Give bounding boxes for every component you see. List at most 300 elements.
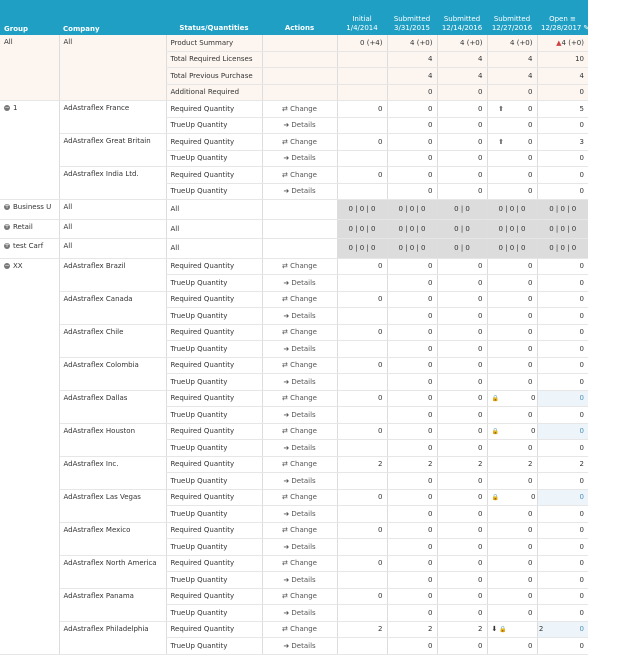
details-button[interactable]: ➜ Details <box>262 308 337 325</box>
value-cell[interactable]: 0 <box>537 572 588 589</box>
value-cell <box>337 183 387 200</box>
company-name[interactable]: AdAstraflex Philadelphia <box>59 621 166 654</box>
value-cell[interactable]: 0 <box>537 341 588 358</box>
value-cell: 0 <box>437 258 487 275</box>
trueup-quantity-label: TrueUp Quantity <box>166 539 262 556</box>
summary-row <box>0 35 588 51</box>
required-quantity-label: Required Quantity <box>166 456 262 473</box>
company-name[interactable]: AdAstraflex Canada <box>59 291 166 324</box>
value-cell: 0 <box>487 440 537 457</box>
company-name[interactable]: AdAstraflex Houston <box>59 423 166 456</box>
value-cell: 0 <box>437 150 487 167</box>
value-cell: 0 | 0 | 0 <box>387 219 437 239</box>
value-cell: 2 <box>487 456 537 473</box>
value-cell[interactable]: 2 <box>537 456 588 473</box>
trueup-quantity-label: TrueUp Quantity <box>166 341 262 358</box>
value-cell: 0 <box>437 275 487 292</box>
value-cell[interactable]: 0 <box>537 539 588 556</box>
change-button[interactable]: ⇄ Change <box>262 489 337 506</box>
group-cell[interactable] <box>0 200 59 220</box>
company-cell: All <box>59 35 166 101</box>
value-cell: 0 <box>387 275 437 292</box>
change-button[interactable]: ⇄ Change <box>262 588 337 605</box>
details-button[interactable]: ➜ Details <box>262 605 337 622</box>
value-cell[interactable]: 0 <box>537 407 588 424</box>
table-row <box>0 522 588 539</box>
table-row <box>0 423 588 440</box>
value-cell <box>487 621 544 638</box>
change-button[interactable]: ⇄ Change <box>262 324 337 341</box>
value-cell: 0 <box>437 605 487 622</box>
details-button[interactable]: ➜ Details <box>262 407 337 424</box>
value-cell: 0 <box>387 555 437 572</box>
trueup-quantity-label: TrueUp Quantity <box>166 407 262 424</box>
value-cell: 0 <box>487 506 537 523</box>
value-cell <box>337 539 387 556</box>
table-row <box>0 134 588 151</box>
value-cell: 0 <box>437 407 487 424</box>
change-button[interactable]: ⇄ Change <box>262 101 337 118</box>
header-status[interactable]: Status/Quantities <box>166 0 262 35</box>
value-cell: 0 <box>387 308 437 325</box>
value-cell: 4 <box>487 51 537 68</box>
value-cell: 0 <box>387 572 437 589</box>
value-cell: 0 <box>337 357 387 374</box>
required-quantity-label: Required Quantity <box>166 588 262 605</box>
company-name[interactable]: AdAstraflex France <box>59 101 166 134</box>
trueup-quantity-label: TrueUp Quantity <box>166 605 262 622</box>
value-cell[interactable]: 3 <box>537 134 588 151</box>
value-cell: 0 | 0 | 0 <box>487 219 537 239</box>
value-cell: 0 <box>487 522 537 539</box>
value-cell[interactable]: 0 <box>537 605 588 622</box>
actions-cell <box>262 239 337 259</box>
required-quantity-label: Required Quantity <box>166 423 262 440</box>
value-cell <box>337 117 387 134</box>
header-col1[interactable]: Initial 1/4/2014 <box>337 0 387 35</box>
value-cell: 0 <box>387 374 437 391</box>
details-button[interactable]: ➜ Details <box>262 473 337 490</box>
value-cell: 0 | 0 | 0 <box>387 200 437 220</box>
header-col5[interactable]: Open ≡ 12/28/2017 ✎ <box>537 0 588 35</box>
group-cell[interactable] <box>0 258 59 654</box>
value-cell: 0 <box>337 390 387 407</box>
value-cell[interactable]: 0 <box>537 117 588 134</box>
details-button[interactable]: ➜ Details <box>262 117 337 134</box>
value-cell: 2 <box>437 456 487 473</box>
change-button[interactable]: ⇄ Change <box>262 390 337 407</box>
company-cell: All <box>59 239 166 259</box>
company-name[interactable]: AdAstraflex Great Britain <box>59 134 166 167</box>
value-cell: 0 | 0 | 0 <box>337 219 387 239</box>
arrow-up-icon: ⬆ <box>498 137 505 146</box>
table-row <box>0 390 588 407</box>
value-cell[interactable]: 0 <box>537 588 588 605</box>
table-row <box>0 456 588 473</box>
value-cell: 0 <box>437 506 487 523</box>
value-cell: 0 | 0 | 0 <box>487 239 537 259</box>
value-cell[interactable]: 0 <box>537 291 588 308</box>
trueup-quantity-label: TrueUp Quantity <box>166 638 262 655</box>
value-cell: 0 | 0 | 0 <box>337 239 387 259</box>
value-cell <box>337 150 387 167</box>
collapse-icon[interactable]: − <box>4 104 10 111</box>
group-name: XX <box>13 261 23 270</box>
header-company[interactable]: Company <box>59 0 166 35</box>
value-cell: 0 <box>487 308 537 325</box>
value-cell: 0 | 0 | 0 <box>387 239 437 259</box>
group-cell[interactable] <box>0 101 59 200</box>
value-cell: 0 <box>437 167 487 184</box>
value-cell: 0 | 0 | 0 <box>337 200 387 220</box>
details-button[interactable]: ➜ Details <box>262 183 337 200</box>
value-cell[interactable]: 0 <box>537 555 588 572</box>
company-name[interactable]: AdAstraflex Mexico <box>59 522 166 555</box>
trueup-quantity-label: TrueUp Quantity <box>166 506 262 523</box>
value-cell: 0 <box>387 324 437 341</box>
value-cell: 0 <box>437 291 487 308</box>
lock-icon: 🔒 <box>499 626 507 634</box>
value-cell[interactable]: 0 <box>537 308 588 325</box>
trueup-quantity-label: TrueUp Quantity <box>166 275 262 292</box>
value-cell: 0 <box>337 291 387 308</box>
value-cell: 0 <box>387 101 437 118</box>
value-cell: 0 <box>487 150 537 167</box>
value-cell <box>337 506 387 523</box>
group-cell[interactable] <box>0 219 59 239</box>
value-cell <box>337 638 387 655</box>
value-cell: 0 <box>337 167 387 184</box>
header-col2[interactable]: Submitted 3/31/2015 <box>387 0 437 35</box>
header-actions: Actions <box>262 0 337 35</box>
actions-cell <box>262 35 337 51</box>
header-col3[interactable]: Submitted 12/14/2016 <box>437 0 487 35</box>
change-button[interactable]: ⇄ Change <box>262 258 337 275</box>
value-cell: 0 <box>387 489 437 506</box>
company-name[interactable]: AdAstraflex Inc. <box>59 456 166 489</box>
value-cell[interactable]: 0 <box>537 522 588 539</box>
value-cell[interactable]: 5 <box>537 101 588 118</box>
value-cell: 4 (+0) <box>387 35 437 51</box>
value-cell: 0 <box>387 423 437 440</box>
details-button[interactable]: ➜ Details <box>262 572 337 589</box>
value-cell <box>337 440 387 457</box>
value-cell: 0 <box>337 258 387 275</box>
value-cell: 0 <box>387 440 437 457</box>
value-cell: 0 <box>387 134 437 151</box>
value-cell <box>337 572 387 589</box>
group-name: test Carf <box>13 242 44 250</box>
value-cell: 0 | 0 | 0 <box>537 239 588 259</box>
value-cell: 0 <box>487 407 537 424</box>
value-cell: 0 <box>387 605 437 622</box>
value-cell: 0 <box>437 555 487 572</box>
value-cell <box>337 51 387 68</box>
value-cell: 0 | 0 <box>437 200 487 220</box>
status-label: All <box>166 239 262 259</box>
value-cell: 0 <box>437 539 487 556</box>
company-cell: All <box>59 219 166 239</box>
value-cell[interactable]: 0 <box>537 440 588 457</box>
value-cell: 0 <box>437 374 487 391</box>
value-cell: 0 <box>437 357 487 374</box>
change-button[interactable]: ⇄ Change <box>262 134 337 151</box>
value-cell[interactable]: 0 <box>537 258 588 275</box>
actions-cell <box>262 219 337 239</box>
actions-cell <box>262 51 337 68</box>
actions-cell <box>262 68 337 85</box>
trueup-quantity-label: TrueUp Quantity <box>166 183 262 200</box>
trueup-quantity-label: TrueUp Quantity <box>166 150 262 167</box>
value-cell: 0 <box>337 423 387 440</box>
value-cell: 0 <box>387 390 437 407</box>
value-cell[interactable]: 0 <box>537 150 588 167</box>
value-cell[interactable]: 0 <box>537 183 588 200</box>
actions-cell <box>262 200 337 220</box>
value-cell: 0 <box>387 473 437 490</box>
change-button[interactable]: ⇄ Change <box>262 456 337 473</box>
value-cell[interactable]: 0 <box>537 167 588 184</box>
details-button[interactable]: ➜ Details <box>262 374 337 391</box>
value-cell: 0 <box>387 258 437 275</box>
trueup-quantity-label: TrueUp Quantity <box>166 572 262 589</box>
required-quantity-label: Required Quantity <box>166 134 262 151</box>
value-cell: 0 <box>387 522 437 539</box>
company-name[interactable]: AdAstraflex North America <box>59 555 166 588</box>
value-cell[interactable]: 0 <box>537 423 588 440</box>
value-cell: 0 <box>387 84 437 101</box>
value-cell: 0 <box>437 423 487 440</box>
value-cell: 4 <box>537 68 588 85</box>
details-button[interactable]: ➜ Details <box>262 440 337 457</box>
required-quantity-label: Required Quantity <box>166 489 262 506</box>
value-cell: 0 <box>437 117 487 134</box>
value-text: 4 (+0) <box>561 38 584 47</box>
details-button[interactable]: ➜ Details <box>262 638 337 655</box>
business-group-row <box>0 239 588 259</box>
header-col4[interactable]: Submitted 12/27/2016 <box>487 0 537 35</box>
value-cell: 0 | 0 <box>437 239 487 259</box>
company-name[interactable]: AdAstraflex Panama <box>59 588 166 621</box>
details-button[interactable]: ➜ Details <box>262 275 337 292</box>
table-row <box>0 258 588 275</box>
value-cell <box>337 341 387 358</box>
value-cell: 0 <box>337 324 387 341</box>
value-cell: 0 <box>387 506 437 523</box>
collapse-icon[interactable]: − <box>4 261 10 269</box>
value-cell: 0 <box>437 440 487 457</box>
value-cell[interactable]: 0 <box>537 489 588 506</box>
menu-icon[interactable]: ≡ <box>570 15 576 23</box>
trueup-quantity-label: TrueUp Quantity <box>166 473 262 490</box>
value-cell: 0 <box>487 275 537 292</box>
status-label: All <box>166 200 262 220</box>
value-cell: 0 | 0 | 0 <box>537 219 588 239</box>
status-label: Product Summary <box>166 35 262 51</box>
value-cell: 0 <box>487 638 537 655</box>
value-cell: 0 <box>437 489 487 506</box>
value-cell: 4 <box>387 68 437 85</box>
value-cell[interactable]: 0 <box>537 374 588 391</box>
value-cell: 0 <box>487 555 537 572</box>
value-cell: 0 <box>337 134 387 151</box>
value-cell: 2 <box>337 621 387 638</box>
value-cell: 2 <box>437 621 487 638</box>
change-button[interactable]: ⇄ Change <box>262 621 337 638</box>
status-label: Total Previous Purchase <box>166 68 262 85</box>
value-cell: 0 <box>387 638 437 655</box>
value-cell[interactable]: 0 <box>537 324 588 341</box>
change-button[interactable]: ⇄ Change <box>262 291 337 308</box>
expand-icon[interactable]: + <box>4 203 10 210</box>
value-cell[interactable]: 0 <box>537 275 588 292</box>
value-cell: 0 <box>387 539 437 556</box>
value-cell: 0 <box>387 357 437 374</box>
value-cell <box>487 390 537 407</box>
value-cell: 0 <box>437 522 487 539</box>
expand-icon[interactable]: + <box>4 222 10 230</box>
value-cell <box>487 489 537 506</box>
value-cell <box>487 423 537 440</box>
details-button[interactable]: ➜ Details <box>262 150 337 167</box>
required-quantity-label: Required Quantity <box>166 357 262 374</box>
group-cell[interactable] <box>0 239 59 259</box>
table-row <box>0 588 588 605</box>
value-cell[interactable]: 0 <box>537 473 588 490</box>
value-cell: 0 <box>437 84 487 101</box>
required-quantity-label: Required Quantity <box>166 522 262 539</box>
value-cell: 0 <box>487 539 537 556</box>
table-row <box>0 101 588 118</box>
warning-icon: ▲ <box>556 38 562 47</box>
required-quantity-label: Required Quantity <box>166 291 262 308</box>
value-cell: 0 <box>437 390 487 407</box>
header-row <box>0 0 588 35</box>
value-cell: 0 <box>387 150 437 167</box>
company-name[interactable]: AdAstraflex Colombia <box>59 357 166 390</box>
value-cell: 0 <box>487 258 537 275</box>
group-name: Retail <box>13 222 33 231</box>
group-name: 1 <box>13 104 18 112</box>
company-cell: All <box>59 200 166 220</box>
value-cell: 0 <box>337 522 387 539</box>
details-button[interactable]: ➜ Details <box>262 539 337 556</box>
value-cell: 0 <box>437 324 487 341</box>
value-cell <box>337 68 387 85</box>
required-quantity-label: Required Quantity <box>166 258 262 275</box>
value-cell[interactable]: 0 <box>537 357 588 374</box>
value-cell: 4 (+0) <box>487 35 537 51</box>
value-cell: 4 (+0) <box>437 35 487 51</box>
value-cell: 0 <box>487 341 537 358</box>
change-button[interactable]: ⇄ Change <box>262 167 337 184</box>
value-text: 0 <box>530 493 536 502</box>
value-cell: 0 <box>487 324 537 341</box>
value-cell: 0 <box>437 638 487 655</box>
pencil-icon[interactable]: ✎ <box>583 24 590 32</box>
lock-icon: 🔒 <box>491 395 499 403</box>
required-quantity-label: Required Quantity <box>166 324 262 341</box>
value-cell: 0 <box>487 605 537 622</box>
value-cell: 0 <box>437 183 487 200</box>
business-group-row <box>0 200 588 220</box>
change-button[interactable]: ⇄ Change <box>262 423 337 440</box>
required-quantity-label: Required Quantity <box>166 101 262 118</box>
company-name[interactable]: AdAstraflex Chile <box>59 324 166 357</box>
arrow-up-icon: ⬆ <box>498 104 505 113</box>
value-cell: 0 <box>387 291 437 308</box>
change-button[interactable]: ⇄ Change <box>262 357 337 374</box>
value-cell <box>487 134 537 151</box>
value-cell[interactable]: 0 <box>537 621 588 638</box>
value-cell: 0 <box>487 167 537 184</box>
value-cell: 2 <box>337 456 387 473</box>
value-cell: 0 <box>437 308 487 325</box>
change-button[interactable]: ⇄ Change <box>262 555 337 572</box>
business-group-row <box>0 219 588 239</box>
company-name[interactable]: AdAstraflex India Ltd. <box>59 167 166 200</box>
value-cell: 0 <box>537 84 588 101</box>
trueup-quantity-label: TrueUp Quantity <box>166 117 262 134</box>
expand-icon[interactable]: + <box>4 242 10 249</box>
value-cell: 0 <box>437 473 487 490</box>
value-cell <box>337 605 387 622</box>
value-cell: 4 <box>437 68 487 85</box>
details-button[interactable]: ➜ Details <box>262 506 337 523</box>
required-quantity-label: Required Quantity <box>166 621 262 638</box>
table-row <box>0 555 588 572</box>
value-cell: 0 (+4) <box>337 35 387 51</box>
change-button[interactable]: ⇄ Change <box>262 522 337 539</box>
value-cell: 0 <box>337 588 387 605</box>
value-cell: 0 <box>437 572 487 589</box>
value-cell: 0 <box>387 588 437 605</box>
value-cell: 4 <box>437 51 487 68</box>
value-cell: 10 <box>537 51 588 68</box>
required-quantity-label: Required Quantity <box>166 167 262 184</box>
status-label: All <box>166 219 262 239</box>
required-quantity-label: Required Quantity <box>166 555 262 572</box>
trueup-quantity-label: TrueUp Quantity <box>166 440 262 457</box>
value-cell <box>337 275 387 292</box>
value-cell: 0 <box>487 357 537 374</box>
value-cell[interactable]: 0 <box>537 506 588 523</box>
value-cell[interactable]: 0 <box>537 390 588 407</box>
value-cell <box>487 101 537 118</box>
status-label: Total Required Licenses <box>166 51 262 68</box>
header-group[interactable]: Group <box>0 0 59 35</box>
lock-icon: 🔒 <box>491 494 499 502</box>
value-cell: 0 <box>337 489 387 506</box>
value-cell: 0 <box>437 134 487 151</box>
value-cell: 0 <box>387 183 437 200</box>
value-cell <box>337 407 387 424</box>
trueup-quantity-label: TrueUp Quantity <box>166 374 262 391</box>
table-row <box>0 357 588 374</box>
details-button[interactable]: ➜ Details <box>262 341 337 358</box>
company-name[interactable]: AdAstraflex Las Vegas <box>59 489 166 522</box>
value-cell: 0 <box>487 374 537 391</box>
value-cell: 4 <box>487 68 537 85</box>
company-name[interactable]: AdAstraflex Dallas <box>59 390 166 423</box>
group-cell: All <box>0 35 59 101</box>
value-cell[interactable]: 0 <box>537 638 588 655</box>
table-row <box>0 489 588 506</box>
trueup-quantity-label: TrueUp Quantity <box>166 308 262 325</box>
company-name[interactable]: AdAstraflex Brazil <box>59 258 166 291</box>
table-row <box>0 324 588 341</box>
value-cell: 2 <box>387 456 437 473</box>
